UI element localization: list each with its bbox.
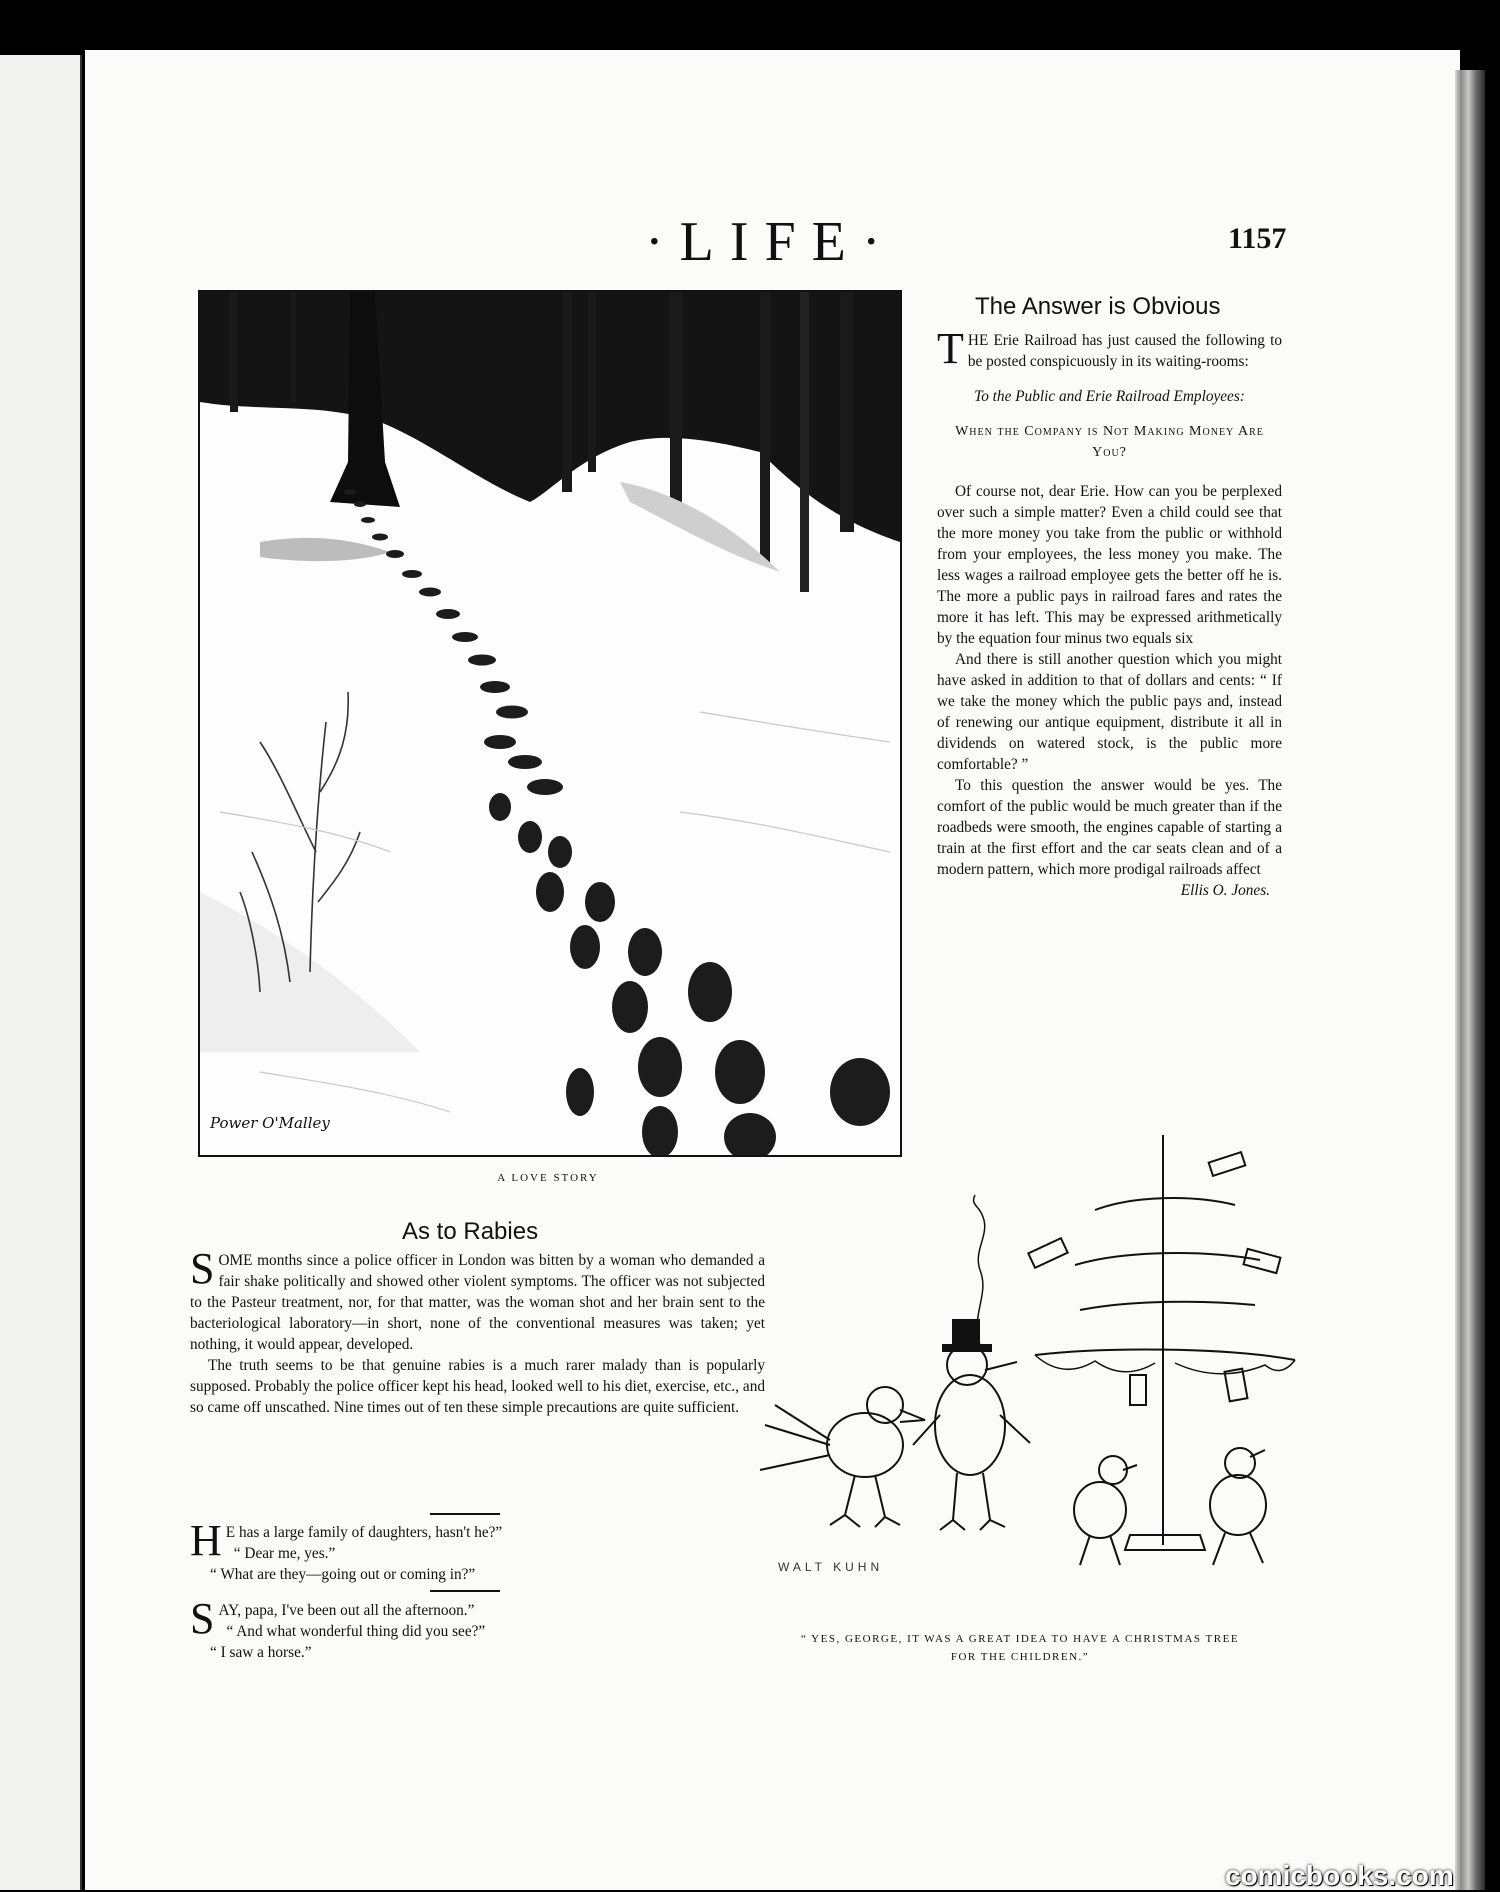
joke1-line-3: “ What are they—going out or coming in?”	[210, 1566, 476, 1583]
joke2-line-2: “ And what wonderful thing did you see?”	[226, 1623, 486, 1640]
caption-line-1: “ YES, GEORGE, IT WAS A GREAT IDEA TO HAVE A CHRISTMAS TREE	[800, 1633, 1240, 1645]
page-stack-edge	[1455, 70, 1485, 1890]
site-watermark: comicbooks.com	[1225, 1860, 1454, 1891]
answer-article-title: The Answer is Obvious	[975, 293, 1221, 320]
christmas-tree-cartoon	[735, 1125, 1315, 1580]
cartoon-signature: WALT KUHN	[778, 1560, 884, 1574]
notice-address: To the Public and Erie Railroad Employees:	[974, 388, 1245, 405]
love-story-illustration	[198, 290, 902, 1157]
christmas-cartoon-caption	[750, 1630, 1290, 1666]
joke1-drop-cap: H	[190, 1522, 222, 1564]
joke-horse	[190, 1600, 750, 1663]
answer-intro: HE Erie Railroad has just caused the following to be posted conspicuously in its waiting-rooms:	[967, 332, 1282, 370]
page-number: 1157	[1228, 222, 1287, 255]
joke2-drop-cap: S	[190, 1600, 215, 1642]
facing-page-edge	[0, 55, 82, 1890]
snowy-footprints-drawing	[200, 292, 900, 1155]
rabies-article-title: As to Rabies	[402, 1218, 539, 1245]
illustration-signature: Power O'Malley	[210, 1114, 330, 1132]
divider-rule-2	[430, 1590, 500, 1592]
answer-paragraph-2: And there is still another question which you might have asked in addition to that of dollars and cents: “ If we take the money which the public pays and, instead of renewing our antique equipment, distribute it all in dividends on watered stock, is the public more comfortable? ”	[937, 651, 1282, 773]
joke1-line-2: “ Dear me, yes.”	[233, 1545, 336, 1562]
divider-rule-1	[430, 1513, 500, 1515]
joke1-line-1: E has a large family of daughters, hasn't he?”	[225, 1524, 503, 1541]
love-story-caption: A LOVE STORY	[497, 1172, 599, 1184]
answer-author: Ellis O. Jones.	[1180, 882, 1270, 899]
answer-drop-cap: T	[937, 330, 964, 372]
rabies-article-body	[190, 1250, 765, 1418]
rabies-drop-cap: S	[190, 1250, 215, 1293]
notice-text: When the Company is Not Making Money Are You?	[955, 424, 1264, 460]
joke2-line-1: AY, papa, I've been out all the afternoon.”	[218, 1602, 475, 1619]
caption-line-2: FOR THE CHILDREN.”	[950, 1651, 1090, 1663]
answer-paragraph-1: Of course not, dear Erie. How can you be perplexed over such a simple matter? Even a child could see that the more money you take from the public or withhold from your employees, the less money you make. The less wages a railroad employee gets the better off he is. The more a public pays in railroad fares and rates the more it has left. This may be expressed arithmetically by the equation four minus two equals six	[937, 483, 1282, 647]
rabies-paragraph-1: OME months since a police officer in London was bitten by a woman who demanded a fair shake politically and showed other violent symptoms. The officer was not subjected to the Pasteur treatment, nor, for that matter, was the woman shot and her brain sent to the bacteriological laboratory—in short, none of the conventional measures was taken; yet nothing, it would appear, developed.	[190, 1252, 765, 1353]
joke2-line-3: “ I saw a horse.”	[210, 1644, 312, 1661]
rabies-paragraph-2: The truth seems to be that genuine rabies is a much rarer malady than is popularly supposed. Probably the police officer kept his head, looked well to his diet, exercise, etc., and so came off unscathed. Nine times out of ten these simple precautions are quite sufficient.	[190, 1357, 765, 1416]
answer-article-body	[937, 330, 1282, 901]
masthead: ·LIFE·	[645, 211, 897, 273]
joke-daughters	[190, 1522, 750, 1585]
answer-paragraph-3: To this question the answer would be yes. The comfort of the public would be much greater than if the roadbeds were smooth, the engines capable of starting a train at the first effort and the car seats clean and of a modern pattern, which more prodigal railroads affect	[937, 777, 1282, 878]
